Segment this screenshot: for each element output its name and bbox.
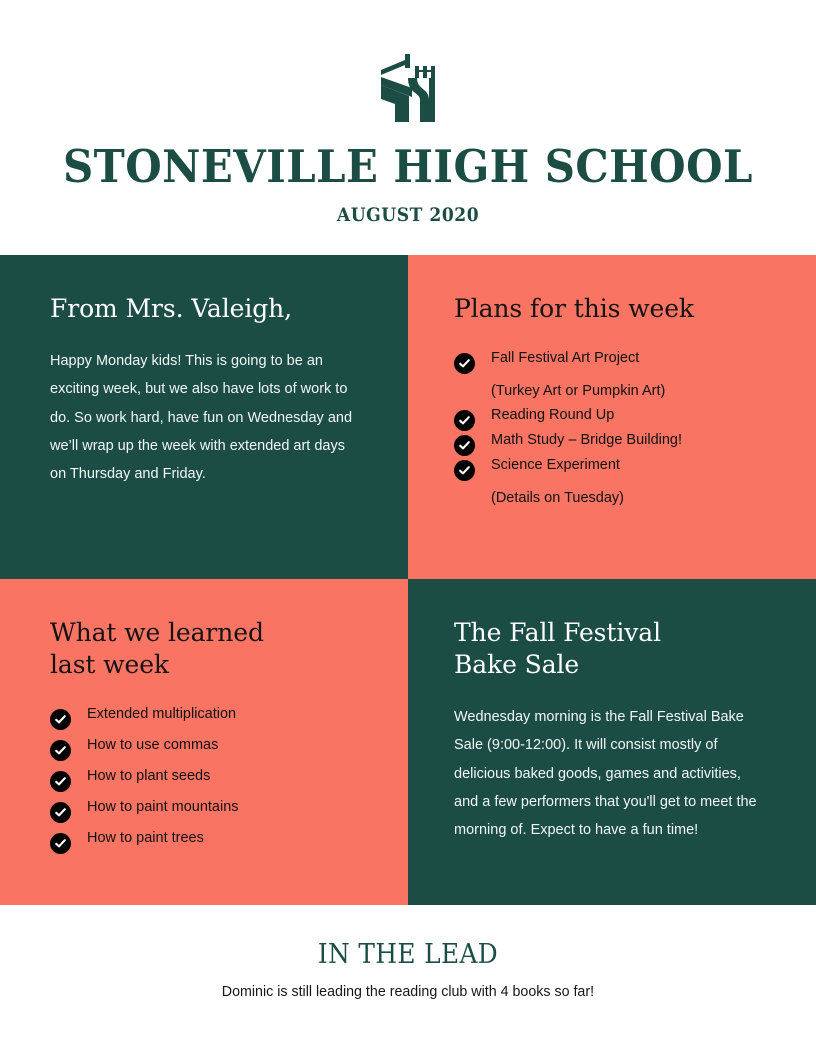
list-item-texts (87, 800, 239, 823)
list-item (454, 408, 768, 431)
panel-what-we-learned (0, 579, 408, 905)
list-item-label: How to use commas (87, 737, 219, 753)
learned-check-list (50, 707, 360, 854)
list-item (50, 831, 360, 854)
list-item-texts (87, 831, 204, 854)
list-item-label: Science Experiment (491, 457, 620, 473)
list-item-label: Fall Festival Art Project (491, 350, 640, 366)
check-circle-icon (50, 771, 71, 792)
plans-check-list (454, 351, 768, 513)
check-circle-icon (50, 833, 71, 854)
panel-bake-sale (408, 579, 816, 905)
newsletter-footer (0, 905, 816, 1056)
panel-heading-learned-line1: What we learned (50, 618, 264, 647)
issue-date: AUGUST 2020 (336, 204, 480, 226)
great-wall-logo-icon (365, 44, 451, 130)
panel-body-bake-sale: Wednesday morning is the Fall Festival Bake Sale (9:00-12:00). It will consist mostly of delicious baked goods, games and activities, and a few performers that you'll get to meet the morning of. Expect to have a fun time! (454, 709, 757, 839)
check-circle-icon (454, 353, 475, 374)
panel-heading-learned-line2: last week (50, 650, 169, 679)
panel-body-from-teacher: Happy Monday kids! This is going to be an exciting week, but we also have lots of work to do. So work hard, have fun on Wednesday and we’ll wrap up the week with extended art days on Thursday and Friday. (50, 353, 353, 483)
list-item-detail: (Details on Tuesday) (491, 489, 624, 506)
list-item-texts (87, 738, 218, 761)
panel-plans-this-week (408, 255, 816, 579)
panel-heading-from-teacher: From Mrs. Valeigh, (50, 294, 292, 323)
list-item (50, 707, 360, 730)
check-circle-icon (50, 802, 71, 823)
list-item (454, 458, 768, 513)
check-circle-icon (454, 410, 475, 431)
panel-heading-learned (50, 617, 360, 681)
list-item (454, 433, 768, 456)
list-item-label: How to paint trees (87, 830, 204, 846)
list-item-texts (491, 408, 614, 431)
school-name-title: STONEVILLE HIGH SCHOOL (63, 140, 753, 193)
list-item-label: How to plant seeds (87, 768, 211, 784)
panel-from-teacher (0, 255, 408, 579)
newsletter-header (0, 0, 816, 255)
check-circle-icon (50, 709, 71, 730)
check-circle-icon (50, 740, 71, 761)
footer-note: Dominic is still leading the reading club with 4 books so far! (221, 983, 595, 1000)
check-circle-icon (454, 435, 475, 456)
panel-heading-plans: Plans for this week (454, 294, 694, 323)
list-item-texts (491, 351, 665, 406)
panel-heading-bake-sale-line1: The Fall Festival (454, 618, 661, 647)
panel-heading-bake-sale-line2: Bake Sale (454, 650, 580, 679)
panel-heading-bake-sale (454, 617, 768, 681)
list-item-label: Extended multiplication (87, 706, 237, 722)
list-item-texts (491, 433, 682, 456)
content-grid (0, 255, 816, 905)
list-item-label: Math Study – Bridge Building! (491, 432, 683, 448)
list-item-texts (491, 458, 624, 513)
list-item (454, 351, 768, 406)
list-item-label: Reading Round Up (491, 407, 615, 423)
footer-title: IN THE LEAD (317, 939, 499, 970)
list-item-texts (87, 769, 210, 792)
list-item (50, 738, 360, 761)
list-item-label: How to paint mountains (87, 799, 239, 815)
list-item (50, 800, 360, 823)
list-item-texts (87, 707, 236, 730)
list-item-detail: (Turkey Art or Pumpkin Art) (491, 382, 666, 399)
list-item (50, 769, 360, 792)
check-circle-icon (454, 460, 475, 481)
